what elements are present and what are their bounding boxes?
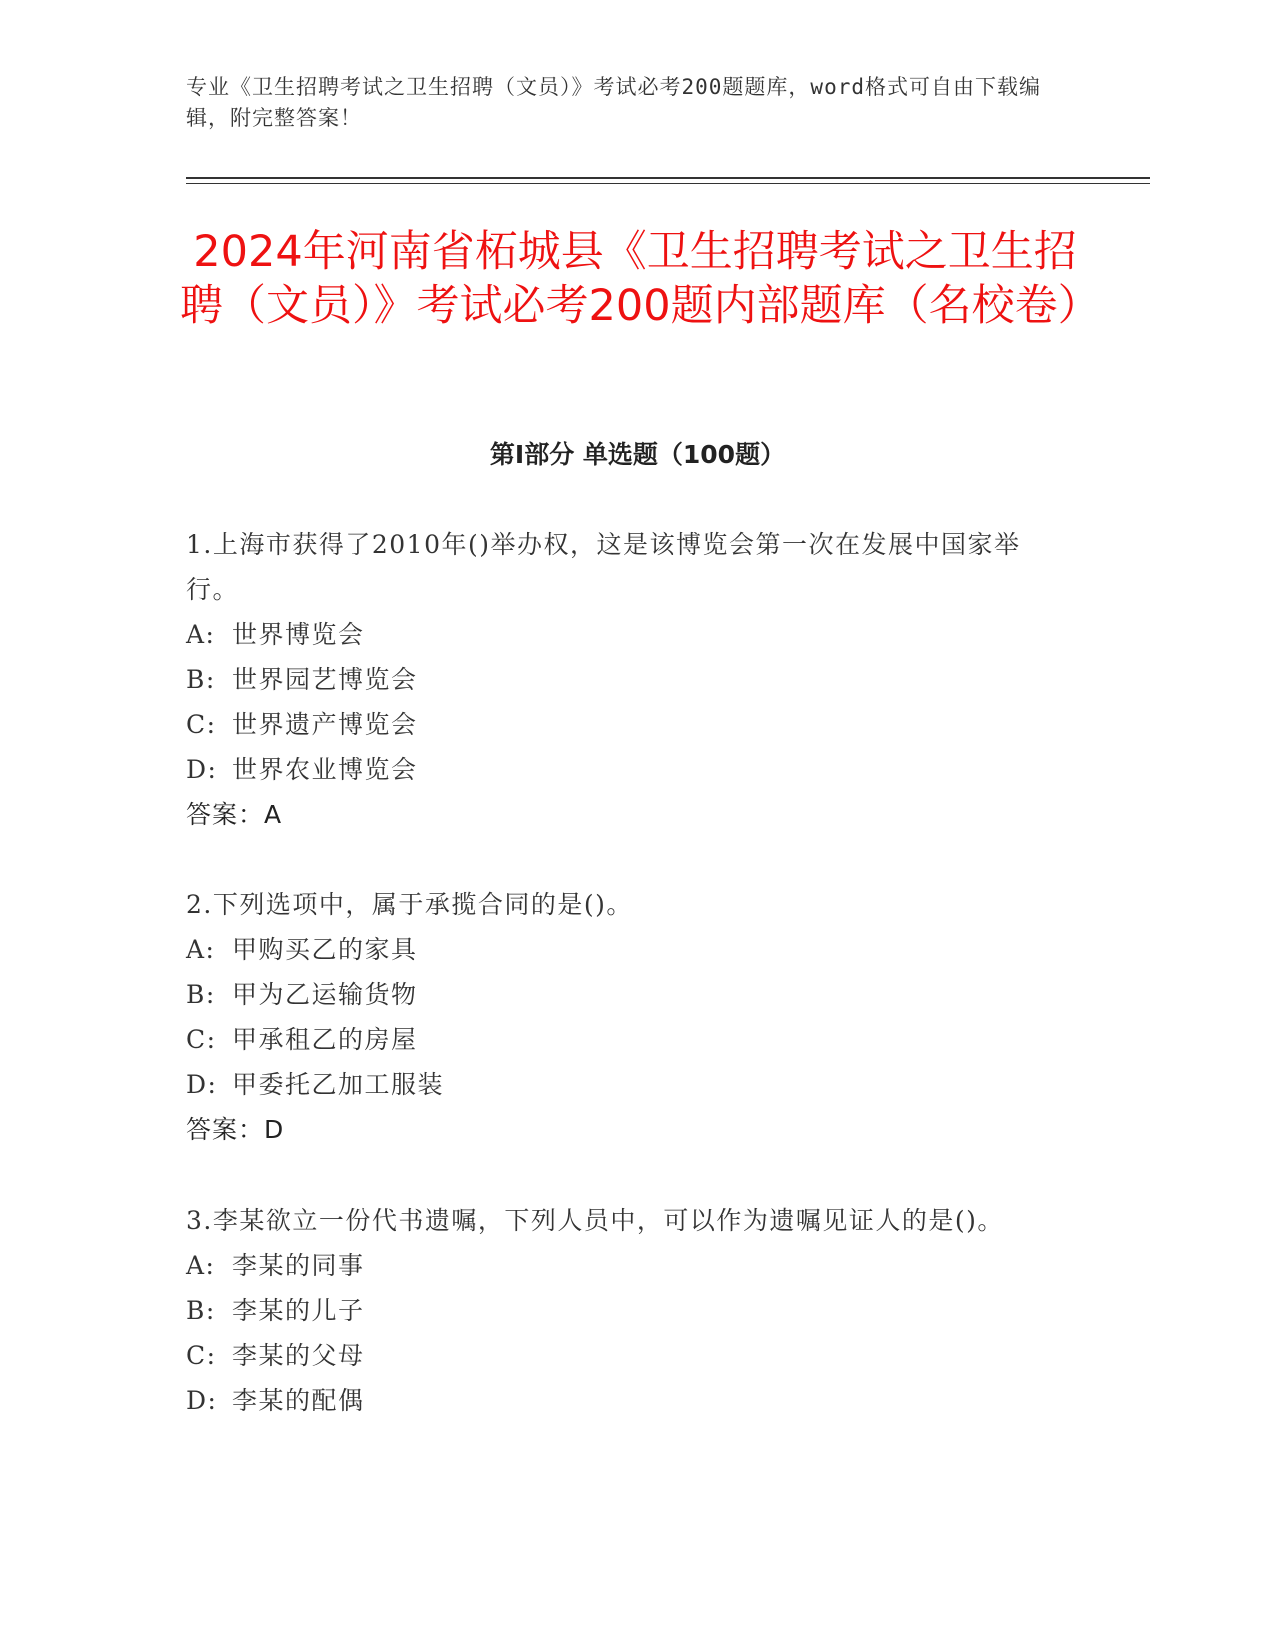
question-3 [186, 1198, 1066, 1423]
question-stem: 1.上海市获得了2010年()举办权，这是该博览会第一次在发展中国家举行。 [186, 530, 1021, 604]
option-key: B: [186, 1296, 216, 1325]
option-text: 李某的同事 [232, 1251, 365, 1280]
section-title: 第I部分 单选题（100题） [489, 440, 786, 469]
option-c [186, 1017, 1066, 1062]
question-stem: 2.下列选项中，属于承揽合同的是()。 [186, 890, 633, 919]
option-d [186, 1062, 1066, 1107]
question-1 [186, 522, 1066, 837]
option-a [186, 927, 1066, 972]
document-title: 2024年河南省柘城县《卫生招聘考试之卫生招聘（文员）》考试必考200题内部题库（名校卷） [180, 227, 1101, 331]
option-b [186, 972, 1066, 1017]
option-key: C: [186, 710, 217, 739]
option-key: A: [186, 620, 216, 649]
option-text: 李某的儿子 [232, 1296, 365, 1325]
option-key: D: [186, 755, 218, 784]
option-key: B: [186, 980, 216, 1009]
option-a [186, 1243, 1066, 1288]
option-key: A: [186, 1251, 216, 1280]
question-stem: 3.李某欲立一份代书遗嘱，下列人员中，可以作为遗嘱见证人的是()。 [186, 1206, 1004, 1235]
header-rule-thick [186, 177, 1150, 179]
option-key: C: [186, 1341, 217, 1370]
option-a [186, 612, 1066, 657]
option-text: 世界园艺博览会 [232, 665, 418, 694]
option-text: 甲承租乙的房屋 [232, 1025, 418, 1054]
answer-line: 答案：D [186, 1115, 285, 1144]
option-text: 甲购买乙的家具 [232, 935, 418, 964]
option-d [186, 1378, 1066, 1423]
option-text: 李某的父母 [232, 1341, 365, 1370]
option-text: 李某的配偶 [232, 1386, 365, 1415]
option-c [186, 702, 1066, 747]
answer-line: 答案：A [186, 800, 283, 829]
option-text: 世界农业博览会 [232, 755, 418, 784]
option-text: 甲委托乙加工服装 [232, 1070, 445, 1099]
option-text: 世界遗产博览会 [232, 710, 418, 739]
option-key: D: [186, 1070, 218, 1099]
option-key: D: [186, 1386, 218, 1415]
option-b [186, 657, 1066, 702]
option-key: B: [186, 665, 216, 694]
option-key: C: [186, 1025, 217, 1054]
header-note: 专业《卫生招聘考试之卫生招聘（文员）》考试必考200题题库，word格式可自由下载编辑，附完整答案！ [186, 75, 1041, 130]
option-key: A: [186, 935, 216, 964]
option-b [186, 1288, 1066, 1333]
option-text: 世界博览会 [232, 620, 365, 649]
option-c [186, 1333, 1066, 1378]
header-rule-thin [186, 183, 1150, 184]
question-2 [186, 882, 1066, 1152]
option-d [186, 747, 1066, 792]
option-text: 甲为乙运输货物 [232, 980, 418, 1009]
